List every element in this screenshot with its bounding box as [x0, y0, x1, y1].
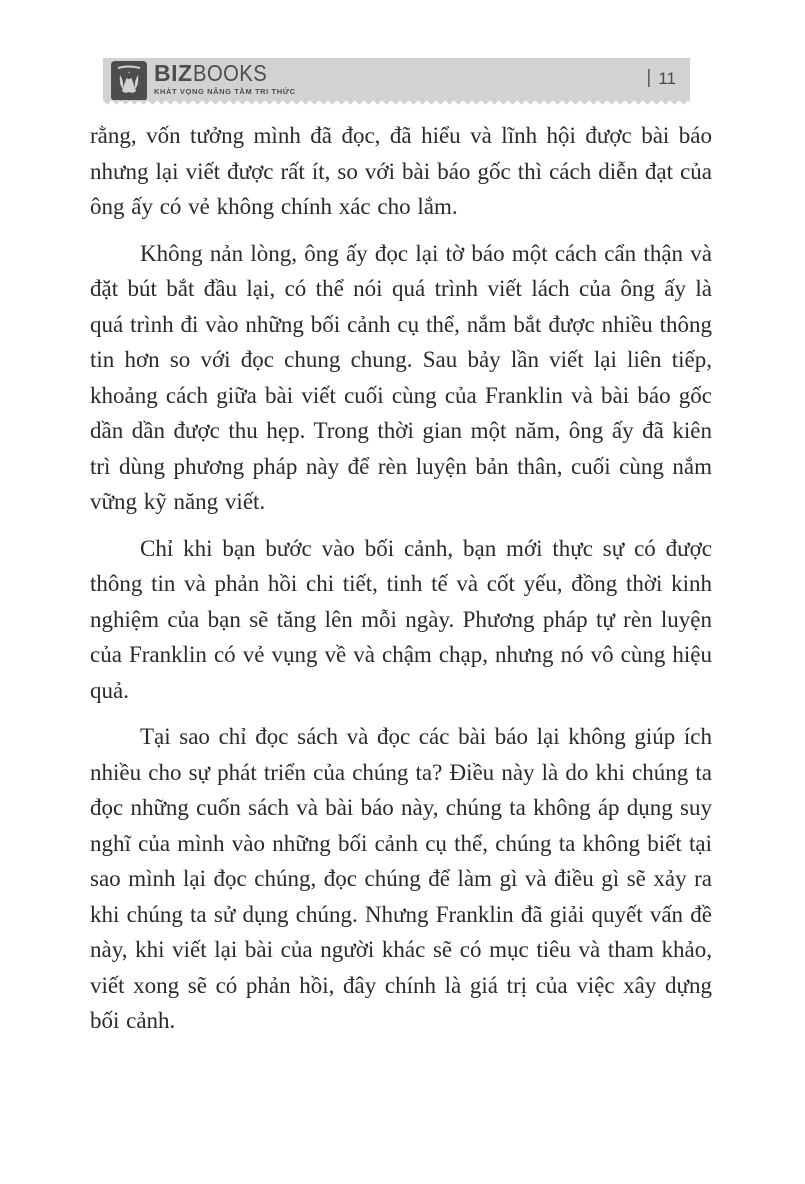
header-bar [103, 58, 690, 100]
paragraph-context-feedback: Chỉ khi bạn bước vào bối cảnh, bạn mới thực sự có được thông tin và phản hồi chi tiết, tinh tế và cốt yếu, đồng thời kinh nghiệm của bạn sẽ tăng lên mỗi ngày. Phương pháp tự rèn luyện của Franklin có vẻ vụng về và chậm chạp, nhưng nó vô cùng hiệu quả. [90, 535, 712, 703]
brand-books: BOOKS [192, 60, 267, 86]
page-number [646, 68, 676, 90]
brand-tagline: KHÁT VỌNG NÂNG TẦM TRI THỨC [154, 87, 296, 96]
perforated-edge [103, 100, 690, 105]
paragraph-why-reading: Tại sao chỉ đọc sách và đọc các bài báo lại không giúp ích nhiều cho sự phát triển của chúng ta? Điều này là do khi chúng ta đọc những cuốn sách và bài báo này, chúng ta không áp dụng suy nghĩ của mình vào những bối cảnh cụ thể, chúng ta không biết tại sao mình lại đọc chúng, đọc chúng để làm gì và điều gì sẽ xảy ra khi chúng ta sử dụng chúng. Nhưng Franklin đã giải quyết vấn đề này, khi viết lại bài của người khác sẽ có mục tiêu và tham khảo, viết xong sẽ có phản hồi, đây chính là giá trị của việc xây dựng bối cảnh. [90, 724, 712, 1033]
bizbooks-logo-icon [111, 61, 147, 101]
brand-biz: BIZ [154, 60, 193, 86]
brand-name [154, 62, 296, 85]
bizbooks-logo [111, 57, 296, 101]
paragraph-franklin-rewrite: Không nản lòng, ông ấy đọc lại tờ báo một cách cẩn thận và đặt bút bắt đầu lại, có thể nói quá trình viết lách của ông ấy là quá trình đi vào những bối cảnh cụ thể, nắm bắt được nhiều thông tin hơn so với đọc chung chung. Sau bảy lần viết lại liên tiếp, khoảng cách giữa bài viết cuối cùng của Franklin và bài báo gốc dần dần được thu hẹp. Trong thời gian một năm, ông ấy đã kiên trì dùng phương pháp này để rèn luyện bản thân, cuối cùng nắm vững kỹ năng viết. [90, 240, 712, 514]
page-content [90, 118, 712, 1050]
logo-text [154, 62, 296, 96]
page-number-separator: | [646, 67, 652, 88]
page-number-value: 11 [658, 69, 676, 88]
paragraph-continuation: rằng, vốn tưởng mình đã đọc, đã hiểu và lĩnh hội được bài báo nhưng lại viết được rất ít, so với bài báo gốc thì cách diễn đạt của ông ấy có vẻ không chính xác cho lắm. [90, 123, 712, 219]
